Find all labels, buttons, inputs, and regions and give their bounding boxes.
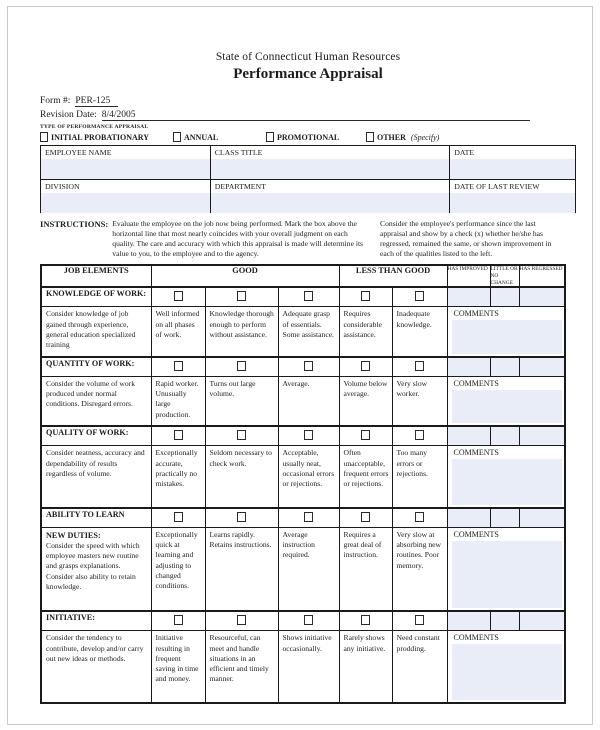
other-specify-label: (Specify) [410,132,440,142]
has-regressed-mark-cell[interactable] [519,611,565,631]
rating-cell: Requires a great deal of instruction. [339,527,392,611]
rating-cell: Often unacceptable, frequent errors or rejections. [339,446,392,508]
employee-name-label: EMPLOYEE NAME [45,148,112,157]
rating-cell: Acceptable, usually neat, occasional errors or rejections. [278,446,339,508]
has-regressed-mark-cell[interactable] [519,426,565,446]
element-description: Consider knowledge of job gained through experience, general education specialized training [41,307,151,357]
element-title: INITIATIVE: [41,611,151,631]
rating-cell: Inadequate knowledge. [392,307,447,357]
has-improved-mark-cell[interactable] [447,426,490,446]
date-input[interactable] [450,159,575,179]
division-input[interactable] [41,193,210,213]
initial-probationary-checkbox[interactable] [40,132,48,142]
rating-cell: Resourceful, can meet and handle situations in an efficient and timely manner. [205,631,278,703]
rating-cell: Very slow at absorbing new routines. Poor memory. [392,527,447,611]
comments-label: COMMENTS [453,378,499,388]
type-option-label: INITIAL PROBATIONARY [51,132,150,142]
has-improved-mark-cell[interactable] [447,357,490,377]
instructions-left [40,219,370,259]
rating-checkbox[interactable] [304,361,313,371]
type-of-appraisal-options [40,132,576,142]
element-detail-knowledge-of-work [41,307,565,357]
form-number-value: PER-125 [75,96,118,107]
rating-cell: Exceptionally quick at learning and adjusting to changed conditions. [151,527,205,611]
revision-date-label: Revision Date: [40,110,97,120]
rating-checkbox[interactable] [237,615,246,625]
info-row-1 [41,146,576,180]
good-header: GOOD [151,265,339,287]
class-title-label: CLASS TITLE [214,148,263,157]
rating-cell: Adequate grasp of essentials. Some assistance. [278,307,339,357]
element-description: Consider the tendency to contribute, develop and/or carry out new ideas or methods. [41,631,151,703]
comments-input-area[interactable] [452,390,563,424]
rating-checkbox[interactable] [415,291,424,301]
appraisal-table [40,264,566,704]
promotional-checkbox[interactable] [266,132,274,142]
rating-checkbox[interactable] [361,361,370,371]
type-option-label: OTHER [377,132,406,142]
comments-cell [447,376,565,426]
comments-cell [447,446,565,508]
form-number-row [40,96,576,107]
comments-cell [447,307,565,357]
rating-checkbox[interactable] [415,512,424,522]
info-row-2 [41,180,576,214]
instructions-section [40,219,563,259]
type-option-other [366,132,439,142]
rating-checkbox[interactable] [361,430,370,440]
type-of-appraisal-label: TYPE OF PERFORMANCE APPRAISAL [40,124,149,130]
comments-label: COMMENTS [453,448,499,458]
job-elements-header: JOB ELEMENTS [41,265,151,287]
has-improved-mark-cell[interactable] [447,287,490,307]
rating-checkbox[interactable] [304,291,313,301]
rating-checkbox[interactable] [174,430,183,440]
rating-cell: Need constant prodding. [392,631,447,703]
employee-info-table [40,145,576,213]
class-title-input[interactable] [211,159,450,179]
revision-date-value: 8/4/2005 [102,110,530,121]
rating-cell: Rarely shows any initiative. [339,631,392,703]
rating-cell: Well informed on all phases of work. [151,307,205,357]
rating-cell: Average instruction required. [278,527,339,611]
has-improved-mark-cell[interactable] [447,611,490,631]
rating-checkbox[interactable] [237,361,246,371]
rating-checkbox[interactable] [304,512,313,522]
instructions-label: INSTRUCTIONS: [40,219,109,229]
appraisal-header-row [41,265,565,287]
comments-input-area[interactable] [452,320,563,354]
date-of-last-review-input[interactable] [450,193,575,213]
document-page [7,6,593,725]
rating-checkbox[interactable] [237,430,246,440]
rating-checkbox[interactable] [361,512,370,522]
rating-checkbox[interactable] [237,512,246,522]
element-detail-ability-to-learn [41,527,565,611]
revision-date-row [40,110,576,121]
rating-checkbox[interactable] [237,291,246,301]
rating-checkbox[interactable] [174,361,183,371]
comments-label: COMMENTS [453,309,499,319]
less-than-good-header: LESS THAN GOOD [339,265,447,287]
type-option-initial-probationary [40,132,173,142]
rating-cell: Rapid worker. Unusually large production. [151,376,205,426]
element-detail-quality-of-work [41,446,565,508]
little-change-mark-cell[interactable] [490,508,519,528]
division-label: DIVISION [45,182,80,191]
element-description: Consider the volume of work produced under normal conditions. Disregard errors. [41,376,151,426]
element-row-knowledge-of-work [41,287,565,307]
rating-cell: Exceptionally accurate, practically no mistakes. [151,446,205,508]
rating-cell: Knowledge thorough enough to perform without assistance. [205,307,278,357]
element-description: NEW DUTIES: Consider the speed with which employee masters new routine and grasps explanations. Consider also ability to retain knowledge. [41,527,151,611]
has-regressed-mark-cell[interactable] [519,508,565,528]
little-or-no-change-header: LITTLE OR NO CHANGE [490,266,518,286]
comments-label: COMMENTS [453,529,499,539]
organization-name: State of Connecticut Human Resources [215,51,401,63]
comments-cell [447,527,565,611]
department-label: DEPARTMENT [214,182,266,191]
rating-cell: Requires considerable assistance. [339,307,392,357]
element-detail-quantity-of-work [41,376,565,426]
element-description: Consider neatness, accuracy and dependability of results regardless of volume. [41,446,151,508]
type-option-label: PROMOTIONAL [277,132,340,142]
other-checkbox[interactable] [366,132,374,142]
comments-input-area[interactable] [452,644,563,700]
rating-checkbox[interactable] [174,615,183,625]
element-subtitle: NEW DUTIES: [46,530,101,540]
rating-cell: Volume below average. [339,376,392,426]
element-title: KNOWLEDGE OF WORK: [41,287,151,307]
little-change-mark-cell[interactable] [490,426,519,446]
comments-input-area[interactable] [452,459,563,505]
element-detail-initiative [41,631,565,703]
little-change-mark-cell[interactable] [490,611,519,631]
has-regressed-mark-cell[interactable] [519,357,565,377]
element-title: QUANTITY OF WORK: [41,357,151,377]
annual-checkbox[interactable] [173,132,181,142]
rating-checkbox[interactable] [361,291,370,301]
department-input[interactable] [211,193,450,213]
instructions-right-text: Consider the employee's performance since the last appraisal and show by a check (x) whether he/she has regressed, remained the same, or shown improvement in each of the qualities listed to the left. [380,219,552,259]
rating-cell: Initiative resulting in frequent saving in time and money. [151,631,205,703]
rating-cell: Turns out large volume. [205,376,278,426]
rating-checkbox[interactable] [415,430,424,440]
comments-cell [447,631,565,703]
comments-label: COMMENTS [453,633,499,643]
has-improved-header: HAS IMPROVED [447,265,490,287]
rating-checkbox[interactable] [415,361,424,371]
rating-cell: Average. [278,376,339,426]
element-row-initiative [41,611,565,631]
rating-cell: Seldom necessary to check work. [205,446,278,508]
page-title: Performance Appraisal [233,66,383,82]
little-change-mark-cell[interactable] [490,287,519,307]
date-of-last-review-label: DATE OF LAST REVIEW [454,182,540,191]
instructions-left-text: Evaluate the employee on the job now being performed. Mark the box above the horizontal line that most nearly coincides with your overall judgment on each quality. The care and accuracy with which this appraisal is made will determine its value to you, to the employee and to the agency. [112,219,364,259]
element-row-quantity-of-work [41,357,565,377]
element-row-quality-of-work [41,426,565,446]
rating-cell: Too many errors or rejections. [392,446,447,508]
rating-checkbox[interactable] [304,615,313,625]
employee-name-input[interactable] [41,159,210,179]
rating-checkbox[interactable] [415,615,424,625]
rating-checkbox[interactable] [174,291,183,301]
rating-cell: Shows initiative occasionally. [278,631,339,703]
element-row-ability-to-learn [41,508,565,528]
rating-checkbox[interactable] [174,512,183,522]
element-title: ABILITY TO LEARN [41,508,151,528]
form-number-label: Form #: [40,96,71,106]
has-regressed-mark-cell[interactable] [519,287,565,307]
rating-checkbox[interactable] [304,430,313,440]
type-option-promotional [266,132,366,142]
type-option-label: ANNUAL [184,132,219,142]
form-meta [40,96,576,121]
has-improved-mark-cell[interactable] [447,508,490,528]
rating-checkbox[interactable] [361,615,370,625]
little-change-mark-cell[interactable] [490,357,519,377]
type-option-annual [173,132,266,142]
element-title: QUALITY OF WORK: [41,426,151,446]
date-label: DATE [454,148,475,157]
rating-cell: Very slow worker. [392,376,447,426]
rating-cell: Learns rapidly. Retains instructions. [205,527,278,611]
comments-input-area[interactable] [452,541,563,609]
has-regressed-header: HAS REGRESSED [519,265,565,287]
